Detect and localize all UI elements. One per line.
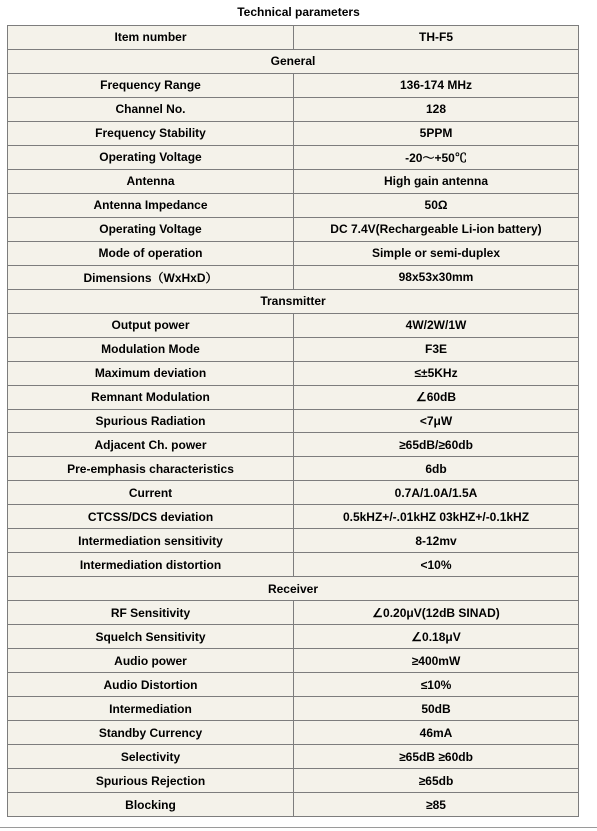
table-row [8,265,579,289]
table-row [8,481,579,505]
table-row [8,193,579,217]
parameter-label: Standby Currency [8,721,294,745]
parameter-label: Audio power [8,649,294,673]
table-row [8,145,579,169]
parameter-label: Blocking [8,793,294,817]
parameter-value: TH-F5 [294,26,579,50]
table-row [8,529,579,553]
parameter-label: Antenna Impedance [8,193,294,217]
parameter-value: Simple or semi-duplex [294,241,579,265]
parameter-label: Channel No. [8,97,294,121]
table-row [8,169,579,193]
parameter-label: Adjacent Ch. power [8,433,294,457]
parameter-value: High gain antenna [294,169,579,193]
table-row [8,409,579,433]
table-row [8,457,579,481]
section-header-row [8,49,579,73]
parameter-value: 136-174 MHz [294,73,579,97]
table-row [8,97,579,121]
parameter-value: 50Ω [294,193,579,217]
table-row [8,26,579,50]
section-header-row [8,289,579,313]
parameter-value: 8-12mv [294,529,579,553]
parameter-label: Remnant Modulation [8,385,294,409]
parameter-value: ≥65dB/≥60db [294,433,579,457]
section-header-row [8,577,579,601]
parameter-value: ≤±5KHz [294,361,579,385]
table-row [8,721,579,745]
parameter-value: 4W/2W/1W [294,313,579,337]
parameter-label: Antenna [8,169,294,193]
parameter-value: ≥400mW [294,649,579,673]
table-row [8,745,579,769]
bottom-divider [0,827,597,828]
table-row [8,673,579,697]
parameter-value: 0.5kHZ+/-.01kHZ 03kHZ+/-0.1kHZ [294,505,579,529]
parameter-label: Operating Voltage [8,145,294,169]
spec-table [7,25,579,817]
table-row [8,697,579,721]
page-title: Technical parameters [237,5,360,19]
parameter-label: Modulation Mode [8,337,294,361]
section-title: Receiver [8,577,579,601]
parameter-label: Pre-emphasis characteristics [8,457,294,481]
parameter-label: Dimensions（WxHxD） [8,265,294,289]
parameter-value: 98x53x30mm [294,265,579,289]
parameter-value: ≥85 [294,793,579,817]
table-row [8,505,579,529]
parameter-label: CTCSS/DCS deviation [8,505,294,529]
table-row [8,385,579,409]
parameter-value: 128 [294,97,579,121]
table-row [8,649,579,673]
table-row [8,361,579,385]
parameter-value: <7μW [294,409,579,433]
parameter-label: Spurious Radiation [8,409,294,433]
table-row [8,553,579,577]
parameter-label: Output power [8,313,294,337]
parameter-label: Intermediation sensitivity [8,529,294,553]
parameter-value: 6db [294,457,579,481]
table-row [8,601,579,625]
parameter-value: 50dB [294,697,579,721]
parameter-value: ∠0.20μV(12dB SINAD) [294,601,579,625]
section-title: General [8,49,579,73]
parameter-value: <10% [294,553,579,577]
parameter-label: Item number [8,26,294,50]
parameter-value: ≤10% [294,673,579,697]
parameter-value: 46mA [294,721,579,745]
table-row [8,73,579,97]
parameter-label: Intermediation [8,697,294,721]
parameter-label: Intermediation distortion [8,553,294,577]
table-row [8,769,579,793]
parameter-value: ∠60dB [294,385,579,409]
parameter-label: Selectivity [8,745,294,769]
parameter-value: 5PPM [294,121,579,145]
section-title: Transmitter [8,289,579,313]
parameter-value: ∠0.18μV [294,625,579,649]
parameter-label: Audio Distortion [8,673,294,697]
table-row [8,793,579,817]
parameter-label: Current [8,481,294,505]
table-row [8,433,579,457]
parameter-value: ≥65db [294,769,579,793]
parameter-label: Mode of operation [8,241,294,265]
parameter-value: ≥65dB ≥60db [294,745,579,769]
parameter-label: Operating Voltage [8,217,294,241]
parameter-value: 0.7A/1.0A/1.5A [294,481,579,505]
table-row [8,313,579,337]
table-row [8,337,579,361]
parameter-label: Frequency Stability [8,121,294,145]
parameter-label: RF Sensitivity [8,601,294,625]
spec-table-body [8,26,579,817]
table-row [8,217,579,241]
parameter-value: F3E [294,337,579,361]
parameter-label: Squelch Sensitivity [8,625,294,649]
table-row [8,625,579,649]
parameter-label: Frequency Range [8,73,294,97]
parameter-value: DC 7.4V(Rechargeable Li-ion battery) [294,217,579,241]
table-row [8,121,579,145]
parameter-value: -20～+50℃ [294,145,579,169]
parameter-label: Spurious Rejection [8,769,294,793]
table-row [8,241,579,265]
parameter-label: Maximum deviation [8,361,294,385]
